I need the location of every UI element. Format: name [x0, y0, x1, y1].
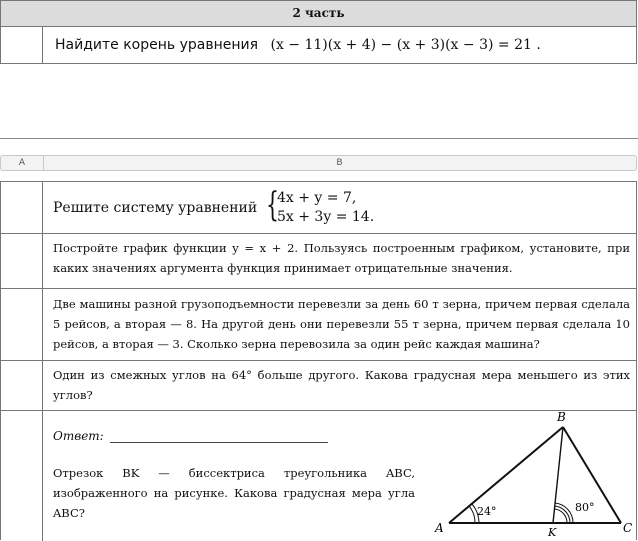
system-brace: {: [266, 185, 279, 225]
task-system: [53, 182, 630, 233]
system-equation-1: 4x + y = 7,: [277, 190, 357, 206]
label-c: C: [623, 521, 633, 535]
tasks-table: [0, 181, 637, 540]
top-task-table: [0, 0, 637, 64]
angle-a-arc: [469, 506, 475, 523]
task-angles-text: Один из смежных углов на 64° больше другого. Какова градусная мера меньшего из этих углов?: [53, 368, 630, 402]
label-angle-a: 24°: [477, 505, 497, 518]
top-number-cell: [1, 27, 43, 63]
task-number-cell: [1, 234, 43, 288]
column-header-bar: [0, 155, 637, 171]
task-row-system: [1, 182, 636, 234]
task-graph-text: Постройте график функции y = x + 2. Пользуясь построенным графиком, установите, при каких значениях аргумента функция принимает отрицательные значения.: [53, 241, 630, 275]
system-label: Решите систему уравнений: [53, 200, 258, 216]
label-k: K: [548, 526, 557, 538]
task-number-cell: [1, 289, 43, 360]
task-row-graph: [1, 234, 636, 289]
answer-blank-line[interactable]: [110, 430, 328, 443]
side-ab: [449, 427, 563, 523]
task-trucks-text: Две машины разной грузоподъемности перевезли за день 60 т зерна, причем первая сделала 5 рейсов, а вторая — 8. На другой день они перевезли 55 т зерна, причем первая сделала 10 рейсов, а вторая — 3. Сколько зерна перевозила за один рейс каждая машина?: [53, 297, 630, 351]
task-triangle: [53, 410, 633, 541]
angle-k-arc-2: [555, 506, 570, 523]
top-equation: (x − 11)(x + 4) − (x + 3)(x − 3) = 21 .: [270, 37, 541, 53]
triangle-figure: [431, 403, 638, 538]
angle-k-arc-3: [555, 503, 573, 523]
task-number-cell: [1, 411, 43, 541]
task-graph: [53, 238, 630, 288]
section-divider: [0, 138, 638, 139]
column-header-b[interactable]: B: [336, 158, 343, 168]
answer-field: [53, 429, 328, 443]
task-triangle-text: Отрезок BK — биссектриса треугольника ABC, изображенного на рисунке. Какова градусная мера угла ABC?: [53, 466, 415, 520]
task-row-triangle: [1, 411, 636, 541]
task-row-trucks: [1, 289, 636, 361]
part-header: 2 часть: [1, 1, 636, 27]
system-equation-2: 5x + 3y = 14.: [277, 209, 375, 225]
label-b: B: [557, 410, 566, 424]
task-number-cell: [1, 361, 43, 410]
label-angle-k: 80°: [575, 501, 595, 514]
column-header-a[interactable]: A: [1, 156, 44, 170]
task-trucks: [53, 294, 630, 360]
answer-label: Ответ:: [53, 429, 104, 443]
top-task-text: Найдите корень уравнения: [55, 37, 259, 53]
task-number-cell: [1, 182, 43, 233]
top-task-statement: [55, 37, 541, 53]
label-a: A: [435, 521, 444, 535]
